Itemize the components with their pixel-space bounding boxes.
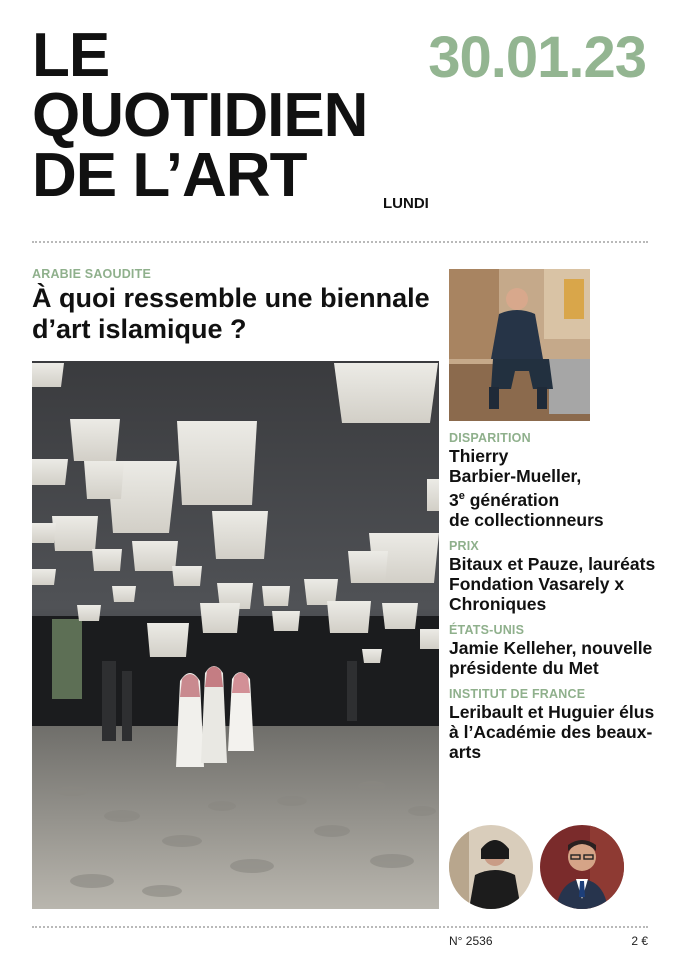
title-text: génération [464,489,560,510]
bottom-divider [32,926,648,928]
masthead-logo [32,21,368,210]
side-story-kicker: DISPARITION [449,431,531,445]
portrait-photo[interactable] [449,825,533,909]
portrait-photo[interactable] [540,825,624,909]
portrait-illustration [540,825,624,909]
side-story-title[interactable]: Bitaux et Pauze, lauréats Fondation Vasarely x Chroniques [449,553,656,614]
side-stories-list [449,431,659,771]
title-line: Barbier-Mueller, [449,466,582,486]
collector-portrait-illustration [449,269,590,421]
masthead-line-1: LE [32,21,110,90]
side-story-kicker: INSTITUT DE FRANCE [449,686,586,701]
issue-weekday: LUNDI [383,195,429,212]
masthead-line-3: DE L’ART [32,141,307,210]
issue-price: 2 € [631,934,648,948]
side-story[interactable] [449,687,659,762]
issue-number: N° 2536 [449,934,493,948]
side-story[interactable] [449,623,659,678]
side-story[interactable] [449,539,659,614]
ordinal-number: 3 [449,489,459,510]
side-story-kicker: PRIX [449,538,479,553]
title-line [449,486,659,510]
title-line: de collectionneurs [449,509,604,530]
portrait-illustration [449,825,533,909]
main-story-kicker: ARABIE SAOUDITE [32,267,151,281]
biennale-installation-illustration [32,361,439,909]
masthead-line-2: QUOTIDIEN [32,81,368,150]
issue-date: 30.01.23 [428,25,646,90]
side-story-kicker: ÉTATS-UNIS [449,622,525,637]
side-story[interactable] [449,431,659,530]
top-divider [32,241,648,243]
side-story-title[interactable]: Jamie Kelleher, nouvelle présidente du Met [449,637,653,678]
side-story-title[interactable]: Leribault et Huguier élus à l’Académie des beaux-arts [449,701,655,762]
title-line: Thierry [449,446,509,466]
ordinal-suffix: e [458,490,465,502]
side-story-photo[interactable] [449,269,590,421]
side-story-title[interactable] [449,446,659,530]
main-story-photo[interactable] [32,361,439,909]
main-story-title[interactable]: À quoi ressemble une biennale d’art islamique ? [32,283,430,344]
